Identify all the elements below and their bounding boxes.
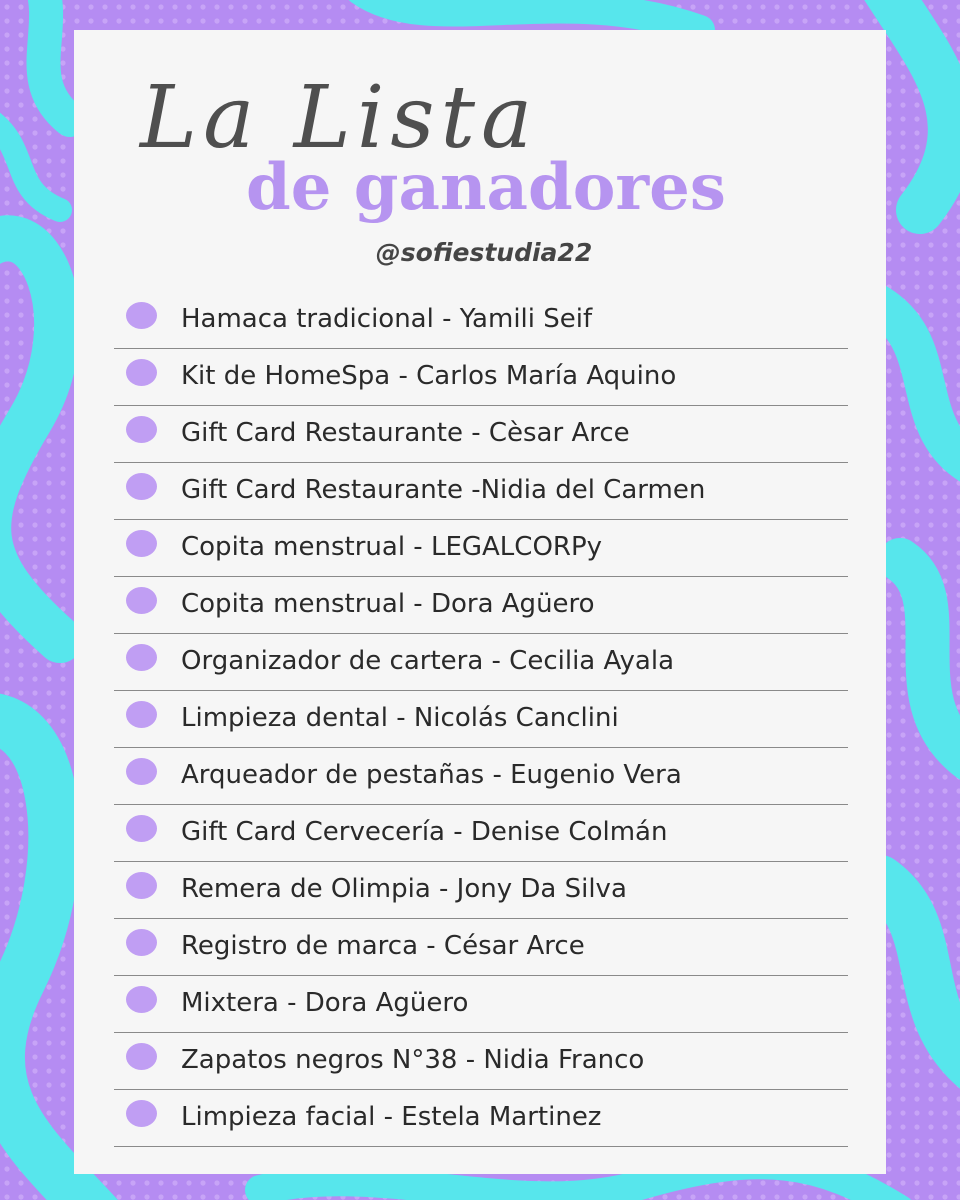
list-item — [114, 976, 848, 1033]
bullet-icon — [126, 416, 157, 443]
winner-text: Mixtera - Dora Agüero — [181, 988, 469, 1018]
winner-text: Copita menstrual - LEGALCORPy — [181, 532, 603, 562]
bullet-icon — [126, 758, 157, 785]
winner-text: Gift Card Restaurante - Cèsar Arce — [181, 418, 630, 448]
winner-text: Copita menstrual - Dora Agüero — [181, 589, 595, 619]
list-item — [114, 862, 848, 919]
list-item — [114, 1033, 848, 1090]
winner-text: Kit de HomeSpa - Carlos María Aquino — [181, 361, 677, 391]
title-bold: de ganadores — [246, 150, 726, 225]
bullet-icon — [126, 1043, 157, 1070]
winner-text: Limpieza dental - Nicolás Canclini — [181, 703, 619, 733]
winner-text: Zapatos negros N°38 - Nidia Franco — [181, 1045, 645, 1075]
winners-list — [114, 292, 848, 1147]
bullet-icon — [126, 815, 157, 842]
winner-text: Limpieza facial - Estela Martinez — [181, 1102, 602, 1132]
list-item — [114, 691, 848, 748]
bullet-icon — [126, 929, 157, 956]
bullet-icon — [126, 644, 157, 671]
list-item — [114, 463, 848, 520]
winner-text: Hamaca tradicional - Yamili Seif — [181, 304, 593, 334]
bullet-icon — [126, 872, 157, 899]
winners-card — [74, 30, 886, 1174]
list-item — [114, 1090, 848, 1147]
winner-text: Gift Card Cervecería - Denise Colmán — [181, 817, 668, 847]
list-item — [114, 406, 848, 463]
list-item — [114, 805, 848, 862]
bullet-icon — [126, 587, 157, 614]
list-item — [114, 577, 848, 634]
bullet-icon — [126, 359, 157, 386]
bullet-icon — [126, 1100, 157, 1127]
bullet-icon — [126, 530, 157, 557]
list-item — [114, 634, 848, 691]
list-item — [114, 349, 848, 406]
list-item — [114, 748, 848, 805]
winner-text: Arqueador de pestañas - Eugenio Vera — [181, 760, 682, 790]
bullet-icon — [126, 302, 157, 329]
winner-text: Registro de marca - César Arce — [181, 931, 585, 961]
list-item — [114, 520, 848, 577]
winner-text: Gift Card Restaurante -Nidia del Carmen — [181, 475, 706, 505]
list-item — [114, 919, 848, 976]
instagram-handle: @sofiestudia22 — [375, 238, 593, 267]
title-script: La Lista — [140, 68, 539, 168]
bullet-icon — [126, 701, 157, 728]
winner-text: Organizador de cartera - Cecilia Ayala — [181, 646, 674, 676]
winner-text: Remera de Olimpia - Jony Da Silva — [181, 874, 627, 904]
bullet-icon — [126, 986, 157, 1013]
bullet-icon — [126, 473, 157, 500]
list-item — [114, 292, 848, 349]
